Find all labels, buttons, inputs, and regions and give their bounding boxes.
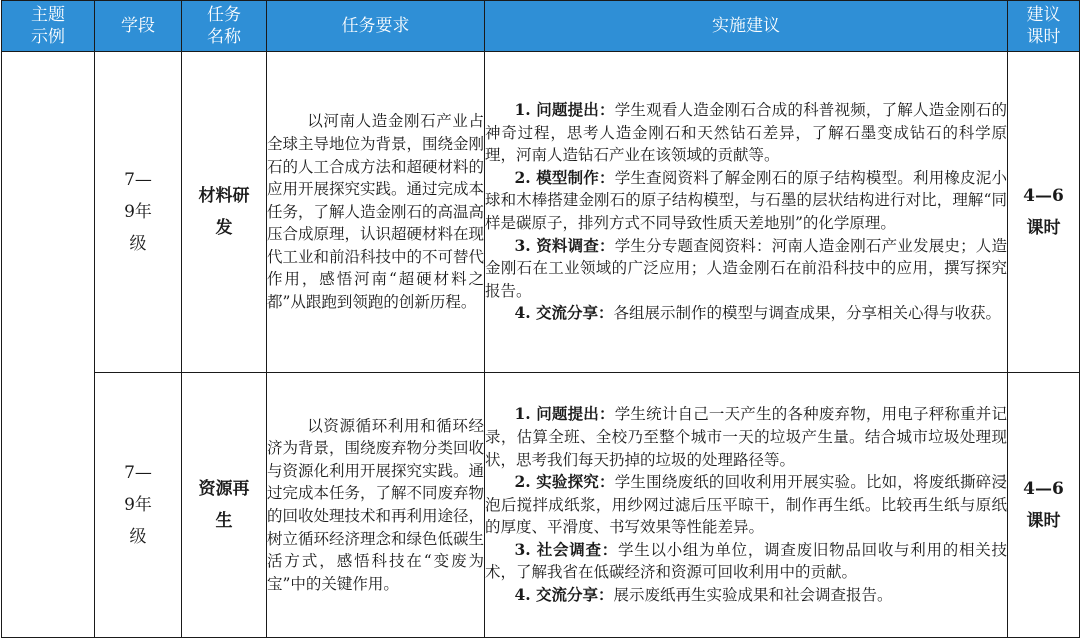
step-text: 学生围绕废纸的回收利用开展实验。比如，将废纸撕碎浸泡后搅拌成纸浆，用纱网过滤后压平晾干，制作再生纸。比较再生纸与原纸的厚度、平滑度、书写效果等性能差异。 — [485, 473, 1007, 537]
step-label: 4. 交流分享： — [514, 585, 614, 605]
step-text: 学生查阅资料了解金刚石的原子结构模型。利用橡皮泥小球和木棒搭建金刚石的原子结构模型，与石墨的层状结构进行对比，理解“同样是碳原子，排列方式不同导致性质天差地别”的化学原理。 — [485, 168, 1007, 232]
hours-cell — [1008, 373, 1080, 638]
theme-cell — [2, 52, 95, 638]
requirement-text: 以河南人造金刚石产业占全球主导地位为背景，围绕金刚石的人工合成方法和超硬材料的应用开展探究实践。通过完成本任务，了解人造金刚石的高温高压合成原理，认识超硬材料在现代工业和前沿科技中的不可替代作用，感悟河南“超硬材料之都”从跟跑到领跑的创新历程。 — [267, 112, 485, 312]
header-row — [2, 1, 1080, 52]
hours-text: 4—6课时 — [1023, 186, 1064, 238]
curriculum-table — [1, 0, 1080, 638]
table-row — [2, 52, 1080, 373]
task-name-cell — [182, 373, 267, 638]
hours-cell — [1008, 52, 1080, 373]
task-name-text: 资源再生 — [198, 479, 250, 531]
step-text: 学生观看人造金刚石合成的科普视频，了解人造金刚石的神奇过程，思考人造金刚石和天然钻石差异，了解石墨变成钻石的科学原理，河南人造钻石产业在该领域的贡献等。 — [485, 101, 1007, 165]
task-name-cell — [182, 52, 267, 373]
step-item — [485, 235, 1007, 303]
step-label: 3. 社会调查： — [514, 539, 618, 559]
header-theme: 主题示例 — [2, 1, 95, 52]
step-item — [485, 471, 1007, 539]
step-item — [485, 167, 1007, 235]
step-item — [485, 539, 1007, 584]
step-text: 学生统计自己一天产生的各种废弃物，用电子秤称重并记录，估算全班、全校乃至整个城市一天的垃圾产生量。结合城市垃圾处理现状，思考我们每天扔掉的垃圾的处理路径等。 — [485, 405, 1007, 469]
step-label: 1. 问题提出： — [514, 404, 615, 424]
task-name-text: 材料研发 — [198, 186, 250, 238]
step-text: 各组展示制作的模型与调查成果，分享相关心得与收获。 — [613, 304, 1002, 323]
step-text: 学生以小组为单位，调查废旧物品回收与利用的相关技术，了解我省在低碳经济和资源可回收利用中的贡献。 — [485, 540, 1007, 582]
step-text: 展示废纸再生实验成果和社会调查报告。 — [613, 586, 893, 605]
step-item — [485, 584, 1007, 607]
stage-cell — [95, 373, 182, 638]
stage-text: 7—9年级 — [124, 463, 152, 547]
step-item — [485, 99, 1007, 167]
stage-cell — [95, 52, 182, 373]
step-label: 3. 资料调查： — [514, 235, 615, 255]
header-suggestion: 实施建议 — [485, 1, 1008, 52]
requirement-cell — [267, 373, 485, 638]
step-label: 2. 实验探究： — [514, 472, 615, 492]
step-label: 2. 模型制作： — [514, 167, 615, 187]
header-requirement: 任务要求 — [267, 1, 485, 52]
stage-text: 7—9年级 — [124, 170, 152, 254]
table-row — [2, 373, 1080, 638]
suggestion-cell — [485, 373, 1008, 638]
requirement-text: 以资源循环利用和循环经济为背景，围绕废弃物分类回收与资源化利用开展探究实践。通过完成本任务，了解不同废弃物的回收处理技术和再利用途径，树立循环经济理念和绿色低碳生活方式，感悟科技在“变废为宝”中的关键作用。 — [267, 416, 485, 593]
hours-text: 4—6课时 — [1023, 479, 1064, 531]
step-text: 学生分专题查阅资料：河南人造金刚石产业发展史；人造金刚石在工业领域的广泛应用；人造金刚石在前沿科技中的应用，撰写探究报告。 — [485, 236, 1007, 300]
header-hours: 建议课时 — [1008, 1, 1080, 52]
header-task-name: 任务名称 — [182, 1, 267, 52]
requirement-cell — [267, 52, 485, 373]
header-stage: 学段 — [95, 1, 182, 52]
step-label: 1. 问题提出： — [514, 100, 615, 120]
step-item — [485, 302, 1007, 325]
step-item — [485, 403, 1007, 471]
suggestion-cell — [485, 52, 1008, 373]
step-label: 4. 交流分享： — [514, 303, 614, 323]
